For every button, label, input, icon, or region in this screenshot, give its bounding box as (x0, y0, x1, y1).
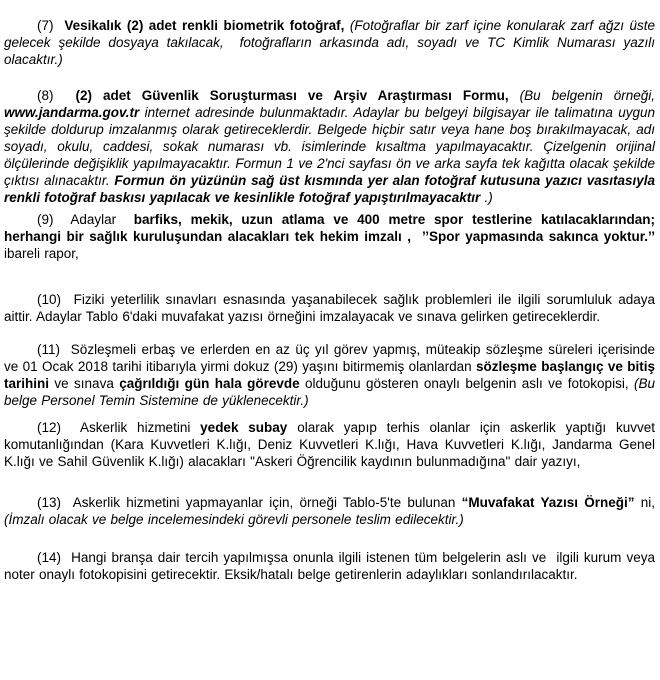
paragraph-13-lead: (13) Askerlik hizmetini yapmayanlar için, örneği Tablo-5'te bulunan (37, 495, 462, 510)
paragraph-7-bold-lead: Vesikalık (2) adet renkli biometrik fotoğraf, (64, 18, 350, 33)
paragraph-9-number: (9) Adaylar (37, 212, 134, 227)
paragraph-12 (4, 419, 655, 470)
paragraph-8-italic-body: internet adresinde bulunmaktadır. Adaylar bu belgeyi bilgisayar ile talimatına uygun şekilde doldurup imzalanmış olarak getireceklerdir. Belgede hiçbir satır veya hane boş bırakılmayacak, adı soyadı, okulu, caddesi, sokak numarası vb. isimlerinde kısaltma yapılmayacaktır. Çizelgenin orijinal ölçülerinde değişiklik yapılmayacaktır. Formun 1 ve 2'nci sayfası ön ve arka sayfa tek kağıtta olacak şekilde çıktısı alınacaktır. (4, 105, 655, 188)
paragraph-8 (4, 87, 655, 206)
paragraph-14-body: (14) Hangi branşa dair tercih yapılmışsa onunla ilgili istenen tüm belgelerin aslı ve ilgili kurum veya noter onaylı fotokopisini getirecektir. Eksik/hatalı belge getirenlerin adaylıkları sonlandırılacaktır. (4, 550, 655, 582)
paragraph-11-mid: ve sınava (54, 376, 120, 391)
paragraph-12-body: olarak yapıp terhis olanlar için askerlik yaptığı kuvvet komutanlığından (Kara Kuvvetleri K.lığı, Deniz Kuvvetleri K.lığı, Hava Kuvvetleri K.lığı, Jandarma Genel K.lığı ve Sahil Güvenlik K.lığı) alacakları "Askeri Öğrencilik kaydının bulunmadığına" dair yazıyı, (4, 420, 655, 469)
paragraph-8-italic-note: (Bu belgenin örneği, (519, 88, 655, 103)
paragraph-8-bold-italic-emphasis: Formun ön yüzünün sağ üst kısmında yer alan fotoğraf kutusuna yazıcı vasıtasıyla renkli fotoğraf baskısı yapılacak ve kesinlikle fotoğraf yapıştırılmayacaktır (4, 173, 655, 205)
paragraph-11-bold-dates: sözleşme başlangıç ve bitiş tarihini (4, 359, 656, 391)
paragraph-13-suffix: ni, (640, 495, 655, 510)
paragraph-9-bold-emphasis: barfiks, mekik, uzun atlama ve 400 metre spor testlerine katılacaklarından; herhangi bir sağlık kuruluşundan alacakları tek hekim imzalı , ’’Spor yapmasında sakınca yoktur.’’ (4, 212, 655, 244)
paragraph-9-tail: ibareli rapor, (4, 246, 79, 261)
paragraph-7-italic-note: (Fotoğraflar bir zarf içine konularak zarf ağzı üste gelecek şekilde dosyaya takılacak, fotoğrafların arkasında adı, soyadı ve TC Kimlik Numarası yazılı olacaktır.) (4, 18, 655, 67)
paragraph-11-bold-duty: çağrıldığı gün hala görevde (119, 376, 300, 391)
paragraph-10-body: (10) Fiziki yeterlilik sınavları esnasında yaşanabilecek sağlık problemleri ile ilgili sorumluluk adaya aittir. Adaylar Tablo 6'daki muvafakat yazısı örneğini imzalayacak ve sınava gelirken getireceklerdir. (4, 292, 655, 324)
paragraph-11-tail: olduğunu gösteren onaylı belgenin aslı ve fotokopisi, (305, 376, 634, 391)
jandarma-website-url: www.jandarma.gov.tr (4, 105, 140, 120)
paragraph-7 (4, 17, 655, 68)
paragraph-12-lead: (12) Askerlik hizmetini (37, 420, 201, 435)
paragraph-14 (4, 549, 655, 583)
paragraph-8-italic-close: .) (484, 190, 493, 205)
paragraph-13-bold-title: “Muvafakat Yazısı Örneği” (461, 495, 635, 510)
paragraph-8-number: (8) (37, 88, 76, 103)
paragraph-13 (4, 494, 655, 528)
paragraph-11-italic-note: (Bu belge Personel Temin Sistemine de yüklenecektir.) (4, 376, 655, 408)
paragraph-13-italic-note: (İmzalı olacak ve belge incelemesindeki görevli personele teslim edilecektir.) (4, 512, 464, 527)
paragraph-8-bold-lead: (2) adet Güvenlik Soruşturması ve Arşiv Araştırması Formu, (75, 88, 520, 103)
paragraph-10 (4, 291, 655, 325)
paragraph-12-bold-emphasis: yedek subay (200, 420, 288, 435)
paragraph-11 (4, 341, 655, 409)
paragraph-11-body: (11) Sözleşmeli erbaş ve erlerden en az üç yıl görev yapmış, müteakip sözleşme süreleri içerisinde ve 01 Ocak 2018 tarihi itibarıyla yirmi dokuz (29) yaşını bitirmemiş olanlardan (4, 342, 655, 374)
paragraph-9 (4, 211, 655, 262)
paragraph-7-number: (7) (37, 18, 65, 33)
